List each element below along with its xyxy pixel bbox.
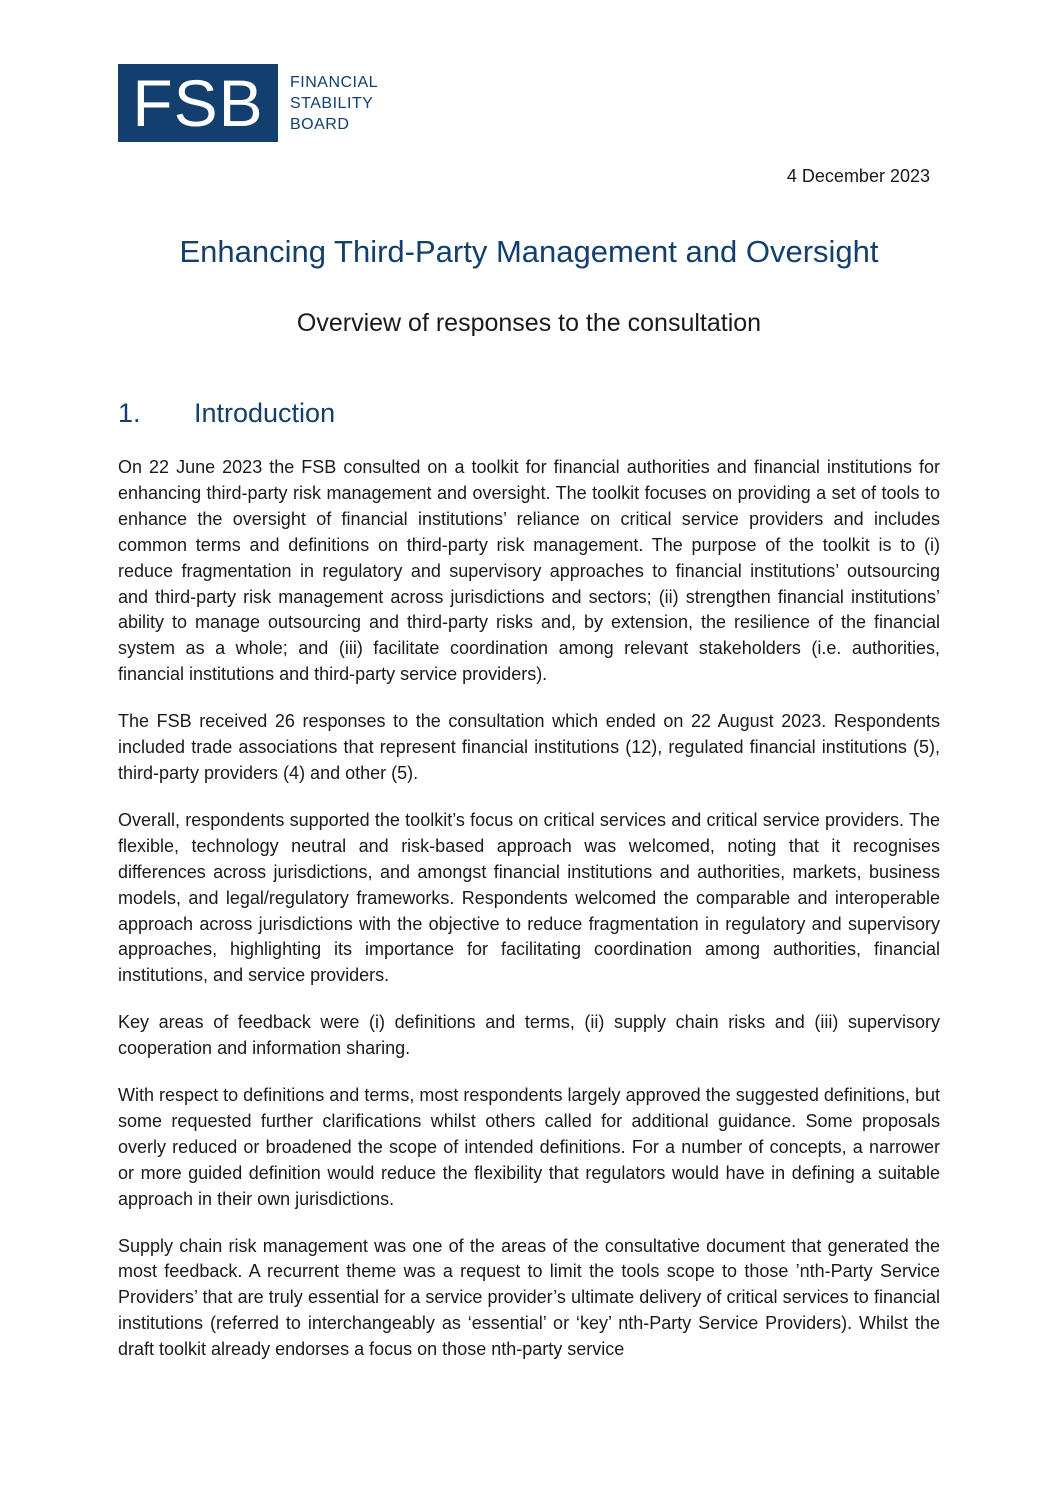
paragraph: The FSB received 26 responses to the consultation which ended on 22 August 2023. Respondents included trade associations that represent financial institutions (12), regulated financial institutions (5), third-party providers (4) and other (5). [118,711,940,783]
document-date: 4 December 2023 [786,166,930,186]
logo-line-3: BOARD [290,115,350,133]
logo-acronym: FSB [118,64,278,142]
logo-wordmark [290,72,378,135]
section-number: 1. [118,398,141,428]
document-subtitle: Overview of responses to the consultation [296,309,762,337]
paragraph: With respect to definitions and terms, most respondents largely approved the suggested definitions, but some requested further clarifications whilst others called for additional guidance. Some proposals overly reduced or broadened the scope of intended definitions. For a number of concepts, a narrower or more guided definition would reduce the flexibility that regulators would have in defining a suitable approach in their own jurisdictions. [118,1085,940,1209]
section-title: Introduction [194,398,336,428]
body-text [118,455,940,1384]
paragraph: Overall, respondents supported the toolkit’s focus on critical services and critical service providers. The flexible, technology neutral and risk-based approach was welcomed, noting that it recognises differences across jurisdictions, and amongst financial institutions and authorities, markets, business models, and legal/regulatory frameworks. Respondents welcomed the comparable and interoperable approach across jurisdictions with the objective to reduce fragmentation in regulatory and supervisory approaches, highlighting its importance for facilitating coordination among authorities, financial institutions, and service providers. [118,809,940,986]
document-title: Enhancing Third-Party Management and Oversight [179,234,879,269]
fsb-logo [118,64,378,142]
paragraph: Key areas of feedback were (i) definitions and terms, (ii) supply chain risks and (iii) supervisory cooperation and information sharing. [118,1012,940,1059]
logo-line-2: STABILITY [290,94,374,112]
section-heading [118,398,335,429]
paragraph: Supply chain risk management was one of the areas of the consultative document that generated the most feedback. A recurrent theme was a request to limit the tools scope to those ’nth-Party Service Providers’ that are truly essential for a service provider’s ultimate delivery of critical services to financial institutions (referred to interchangeably as ‘essential’ or ‘key’ nth-Party Service Providers). Whilst the draft toolkit already endorses a focus on those nth-party service [118,1235,940,1360]
paragraph: On 22 June 2023 the FSB consulted on a toolkit for financial authorities and financial institutions for enhancing third-party risk management and oversight. The toolkit focuses on providing a set of tools to enhance the oversight of financial institutions’ reliance on critical service providers and includes common terms and definitions on third-party risk management. The purpose of the toolkit is to (i) reduce fragmentation in regulatory and supervisory approaches to financial institutions’ outsourcing and third-party risk management across jurisdictions and sectors; (ii) strengthen financial institutions’ ability to manage outsourcing and third-party risks and, by extension, the resilience of the financial system as a whole; and (iii) facilitate coordination among relevant stakeholders (i.e. authorities, financial institutions and third-party service providers). [118,457,940,685]
logo-line-1: FINANCIAL [290,73,379,91]
